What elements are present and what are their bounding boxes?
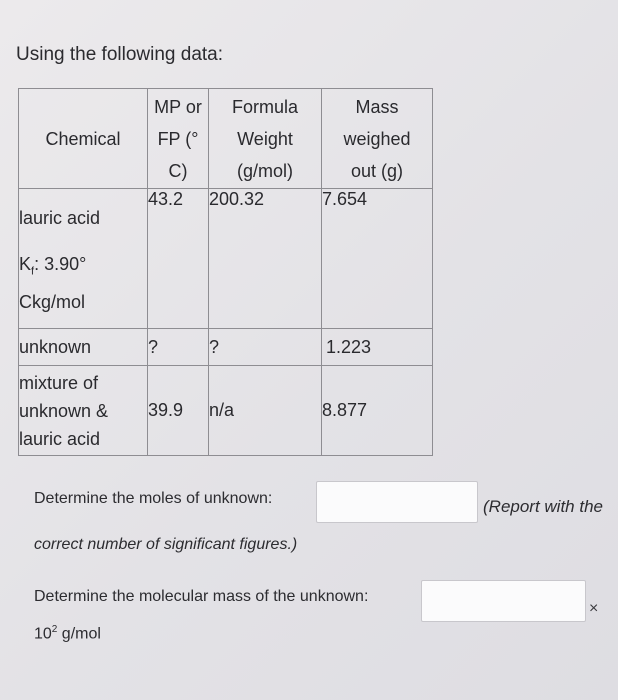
cell-mp-lauric: 43.2 [148, 189, 209, 329]
cell-mp-mixture: 39.9 [148, 366, 209, 456]
header-mass: Mass weighed out (g) [322, 89, 433, 189]
table-row [19, 366, 433, 456]
table-header-row [19, 89, 433, 189]
sig-figs-note: (Report with the [483, 497, 603, 516]
cell-mass-mixture: 8.877 [322, 366, 433, 456]
header-mp: MP or FP (° C) [148, 89, 209, 189]
header-chemical: Chemical [19, 89, 148, 189]
cell-mass-lauric: 7.654 [322, 189, 433, 329]
cell-mass-unknown: 1.223 [322, 329, 433, 366]
molecular-mass-unit: $10^2$ g/mol [34, 624, 101, 643]
table-row [19, 189, 433, 329]
cell-fw-mixture: n/a [209, 366, 322, 456]
table-row [19, 329, 433, 366]
cell-fw-unknown: ? [209, 329, 322, 366]
molecular-mass-question-label: Determine the molecular mass of the unknown: [34, 588, 369, 605]
cell-chemical-unknown: unknown [19, 329, 148, 366]
cell-fw-lauric: 200.32 [209, 189, 322, 329]
moles-answer-input[interactable] [316, 481, 478, 523]
heading: Using the following data: [16, 44, 224, 65]
molecular-mass-answer-input[interactable] [421, 580, 586, 622]
sig-figs-note-continued: correct number of significant figures.) [34, 536, 298, 553]
header-formula-weight: Formula Weight (g/mol) [209, 89, 322, 189]
moles-question-label: Determine the moles of unknown: [34, 490, 273, 507]
cell-chemical-mixture: mixture of unknown & lauric acid [19, 366, 148, 456]
cell-chemical-lauric: lauric acid $K_f$: 3.90° Ckg/mol [19, 189, 148, 329]
cell-mp-unknown: ? [148, 329, 209, 366]
data-table [18, 88, 433, 456]
close-icon[interactable]: × [589, 600, 599, 617]
